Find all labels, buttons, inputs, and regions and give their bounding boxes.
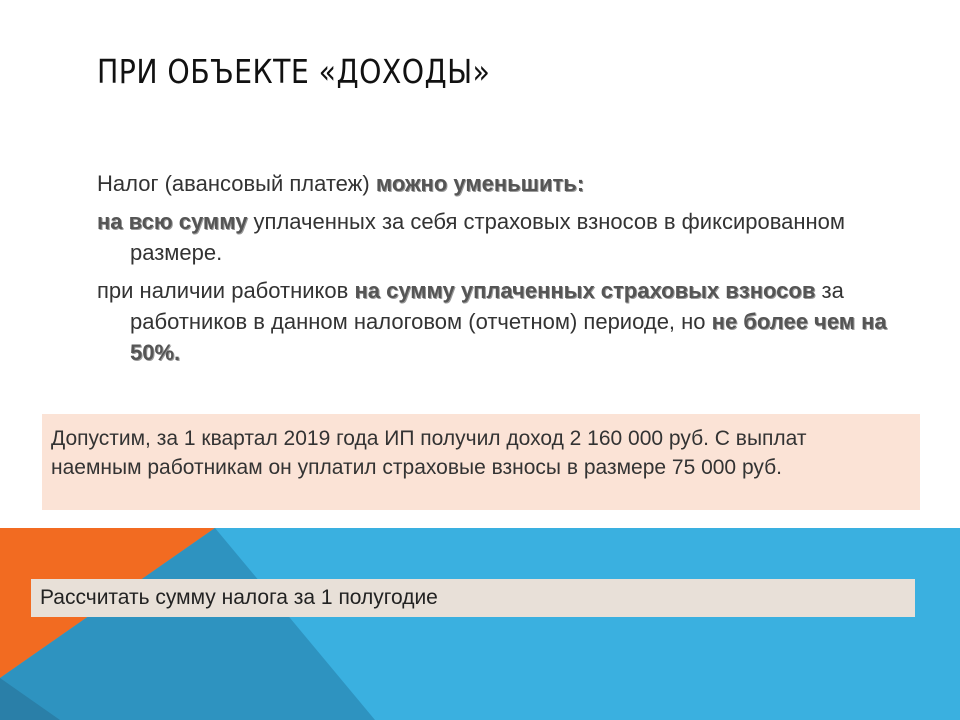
paragraph-2-highlight: на всю сумму: [97, 209, 248, 234]
body-text: [97, 168, 887, 375]
example-text: Допустим, за 1 квартал 2019 года ИП получил доход 2 160 000 руб. С выплат наемным работникам он уплатил страховые взносы в размере 75 000 руб.: [51, 427, 807, 479]
paragraph-3-text-start: при наличии работников: [97, 278, 355, 303]
paragraph-3-text-mid: за работников в данном налоговом (отчетном) периоде, но: [130, 278, 844, 334]
paragraph-1-highlight: можно уменьшить:: [375, 171, 585, 196]
slide-title: ПРИ ОБЪЕКТЕ «ДОХОДЫ»: [97, 52, 491, 91]
paragraph-1: [97, 168, 887, 199]
paragraph-3-highlight-1: на сумму уплаченных страховых взносов: [354, 278, 816, 303]
paragraph-2: [97, 206, 887, 268]
paragraph-3-highlight-2: не более чем на 50%.: [130, 309, 887, 365]
example-box: [42, 414, 920, 510]
task-text: Рассчитать сумму налога за 1 полугодие: [40, 586, 438, 609]
decorative-band: [0, 528, 960, 720]
task-box: [31, 579, 915, 617]
paragraph-3: [97, 275, 887, 368]
paragraph-1-text: Налог (авансовый платеж): [97, 171, 376, 196]
paragraph-2-text: уплаченных за себя страховых взносов в фиксированном размере.: [130, 209, 846, 265]
